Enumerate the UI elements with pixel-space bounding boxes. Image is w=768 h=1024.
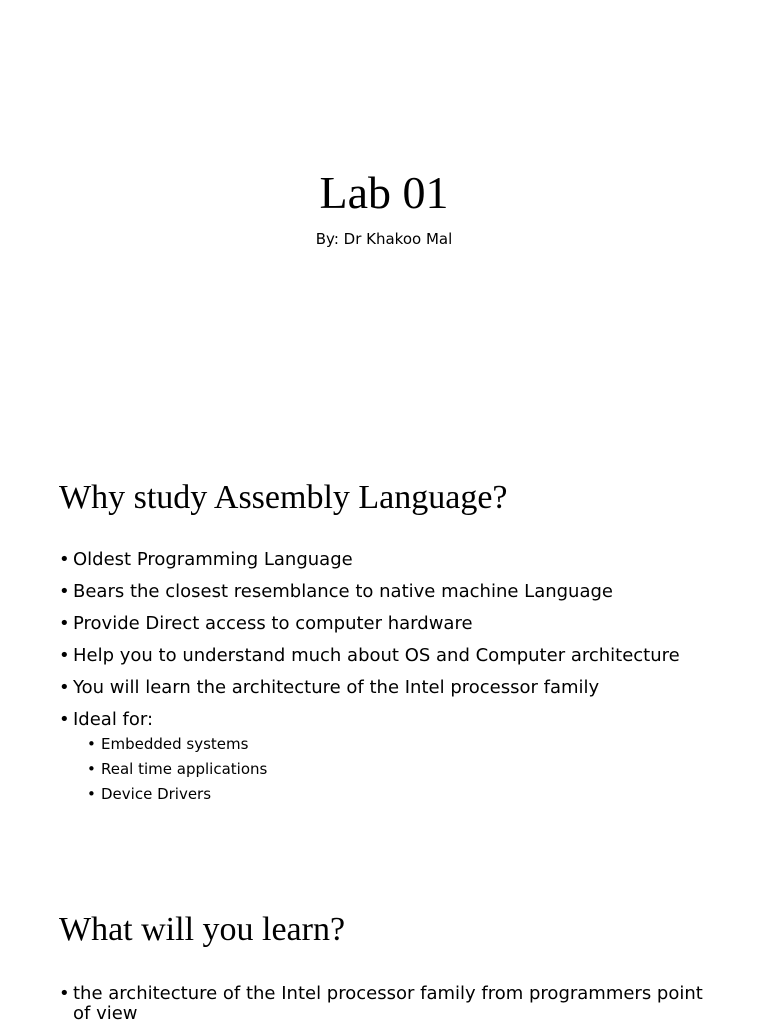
sub-bullet-text: Real time applications xyxy=(101,760,268,778)
list-item xyxy=(59,984,719,1024)
bullet-text: Help you to understand much about OS and Computer architecture xyxy=(73,645,680,666)
sub-list-item xyxy=(87,734,719,754)
slide-subtitle-author: By: Dr Khakoo Mal xyxy=(315,230,453,248)
sub-list-item xyxy=(87,784,719,804)
bullet-icon: • xyxy=(59,613,70,634)
list-item xyxy=(59,582,719,602)
bullet-icon: • xyxy=(59,645,70,666)
bullet-text: the architecture of the Intel processor family from programmers point of view xyxy=(73,983,703,1024)
sub-bullet-list xyxy=(87,734,719,804)
bullet-icon: • xyxy=(59,983,70,1004)
list-item xyxy=(59,550,719,570)
sub-bullet-text: Embedded systems xyxy=(101,735,249,753)
bullet-icon: • xyxy=(59,709,70,730)
bullet-text: Oldest Programming Language xyxy=(73,549,353,570)
bullet-text: Ideal for: xyxy=(73,709,154,730)
slide-heading-why-study: Why study Assembly Language? xyxy=(59,479,508,516)
bullet-icon: • xyxy=(59,549,70,570)
bullet-icon: • xyxy=(87,785,96,803)
sub-list-item xyxy=(87,759,719,779)
bullet-icon: • xyxy=(59,581,70,602)
list-item xyxy=(59,678,719,698)
slide-heading-what-learn: What will you learn? xyxy=(59,911,346,948)
sub-bullet-text: Device Drivers xyxy=(101,785,212,803)
bullet-icon: • xyxy=(87,735,96,753)
slide-title-heading: Lab 01 xyxy=(319,167,449,218)
bullet-text: Provide Direct access to computer hardware xyxy=(73,613,473,634)
slide-why-study xyxy=(0,432,768,864)
list-item xyxy=(59,614,719,634)
slide-title xyxy=(0,0,768,432)
bullet-text: Bears the closest resemblance to native machine Language xyxy=(73,581,613,602)
bullet-text: You will learn the architecture of the Intel processor family xyxy=(73,677,600,698)
list-item xyxy=(59,646,719,666)
list-item xyxy=(59,710,719,804)
slide-what-will-you-learn xyxy=(0,864,768,1024)
bullet-list xyxy=(59,550,719,816)
bullet-icon: • xyxy=(59,677,70,698)
bullet-list xyxy=(59,984,719,1024)
bullet-icon: • xyxy=(87,760,96,778)
